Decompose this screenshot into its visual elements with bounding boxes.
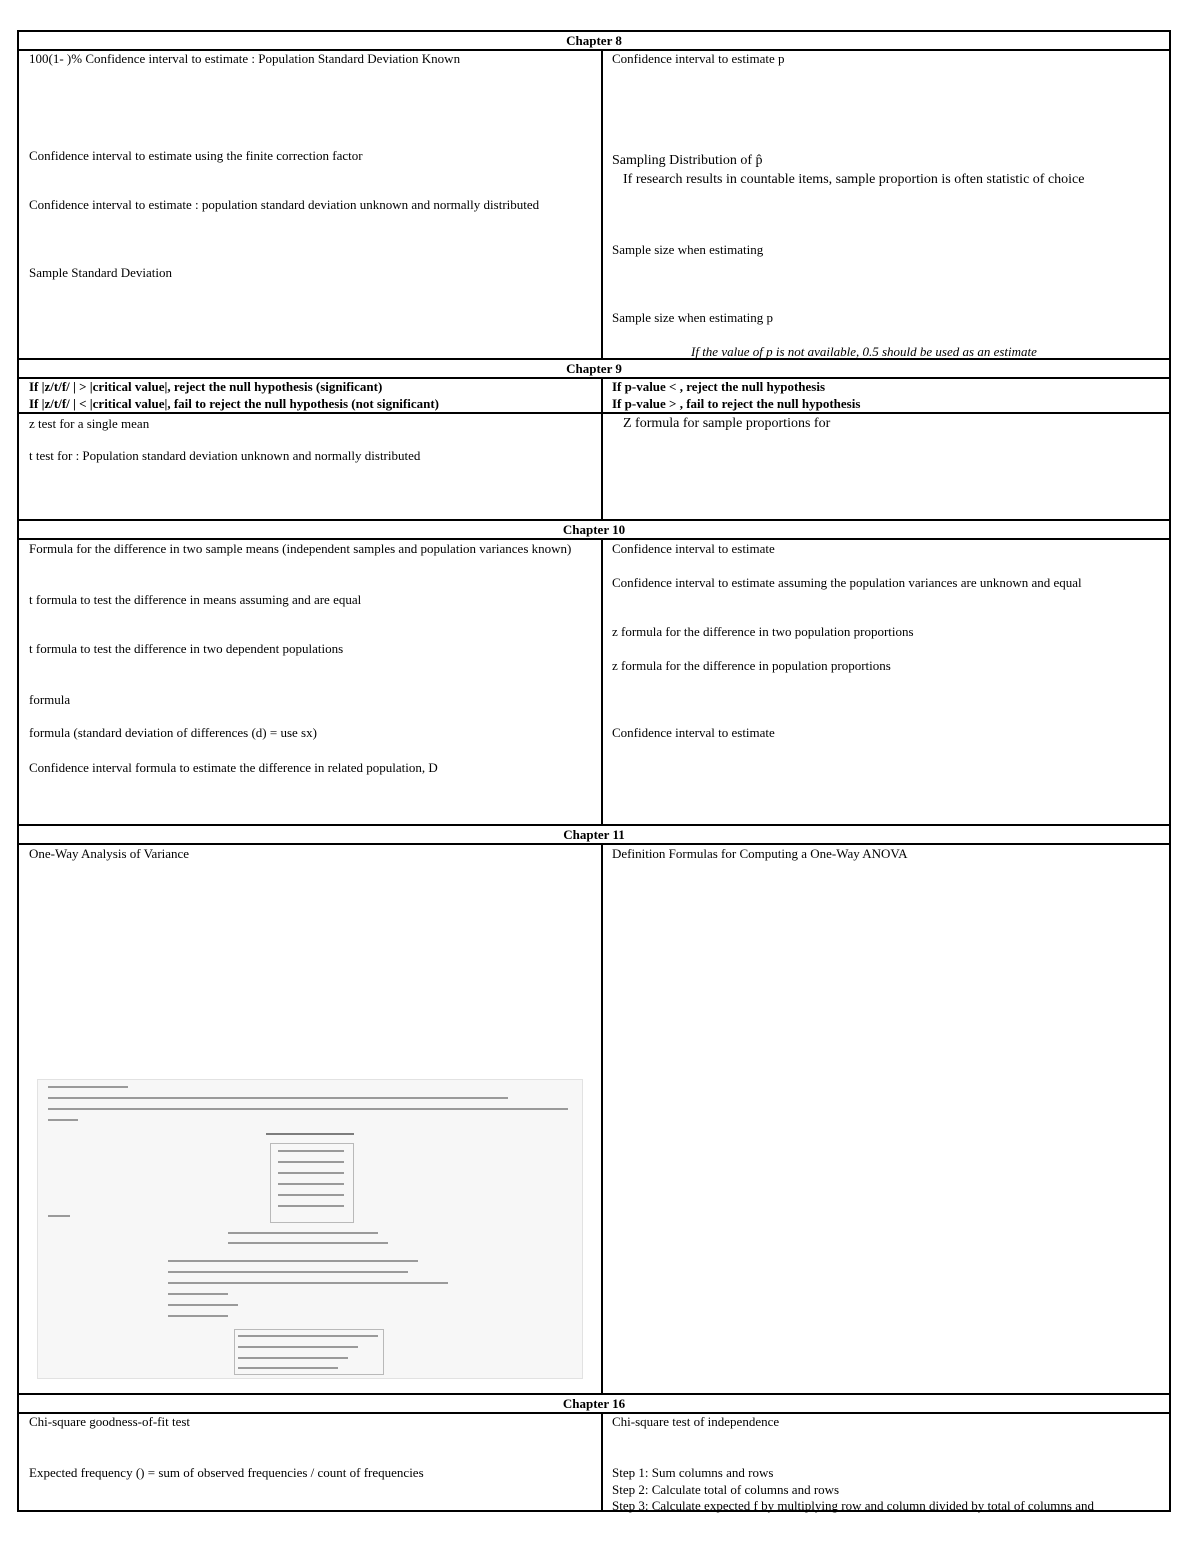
formula-sheet [17, 30, 1171, 1512]
ch8-sample-size-p-label: Sample size when estimating p [612, 310, 774, 325]
column-divider [601, 377, 603, 520]
chapter-9-header: Chapter 9 [19, 360, 1169, 379]
ch16-independence-label: Chi-square test of independence [612, 1414, 780, 1429]
ch9-reject-rule: If |z/t/f/ | > |critical value|, reject the null hypothesis (significant) [29, 379, 383, 394]
ch9-z-proportion-label: Z formula for sample proportions for [623, 416, 831, 431]
ch11-definition-formulas-label: Definition Formulas for Computing a One-Way ANOVA [612, 846, 908, 861]
ch8-p-estimate-note: If the value of p is not available, 0.5 should be used as an estimate [691, 344, 1037, 359]
ch10-sd-differences-label: formula (standard deviation of differences (d) = use sx) [29, 725, 317, 740]
ch10-interval-label-2: Confidence interval to estimate [612, 725, 775, 740]
ch8-sample-size-mean-label: Sample size when estimating [612, 242, 764, 257]
ch16-step-1: Step 1: Sum columns and rows [612, 1465, 774, 1480]
ch8-proportion-interval-label: Confidence interval to estimate p [612, 51, 785, 66]
ch10-two-means-label: Formula for the difference in two sample means (independent samples and population variances known) [29, 541, 572, 556]
ch9-fail-rule: If |z/t/f/ | < |critical value|, fail to reject the null hypothesis (not significant) [29, 396, 440, 411]
chapter-16-header: Chapter 16 [19, 1395, 1169, 1414]
ch10-t-equal-variances-label: t formula to test the difference in means assuming and are equal [29, 592, 362, 607]
ch10-related-interval-label: Confidence interval formula to estimate the difference in related population, D [29, 760, 438, 775]
ch9-pvalue-reject-rule: If p-value < , reject the null hypothesis [612, 379, 826, 394]
column-divider [601, 843, 603, 1394]
ch16-expected-frequency-label: Expected frequency () = sum of observed frequencies / count of frequencies [29, 1465, 424, 1480]
ch10-formula-label: formula [29, 692, 71, 707]
ch16-goodness-of-fit-label: Chi-square goodness-of-fit test [29, 1414, 191, 1429]
ch8-finite-correction-label: Confidence interval to estimate using the finite correction factor [29, 148, 363, 163]
ch8-sampling-distribution-label: Sampling Distribution of p̂ [612, 153, 763, 168]
ch11-anova-label: One-Way Analysis of Variance [29, 846, 190, 861]
ch9-pvalue-fail-rule: If p-value > , fail to reject the null hypothesis [612, 396, 861, 411]
ch9-z-test-label: z test for a single mean [29, 416, 150, 431]
ch10-interval-label: Confidence interval to estimate [612, 541, 775, 556]
ch8-t-interval-label: Confidence interval to estimate : population standard deviation unknown and normally distributed [29, 197, 540, 212]
ch10-z-two-proportions-label: z formula for the difference in two population proportions [612, 624, 914, 639]
chapter-8-header: Chapter 8 [19, 32, 1169, 51]
ch10-z-population-proportions-label: z formula for the difference in population proportions [612, 658, 891, 673]
ch8-sample-sd-label: Sample Standard Deviation [29, 265, 172, 280]
ch10-interval-equal-var-label: Confidence interval to estimate assuming the population variances are unknown and equal [612, 575, 1082, 590]
ch16-step-3: Step 3: Calculate expected f by multiplying row and column divided by total of columns and [612, 1498, 1094, 1513]
column-divider [601, 1412, 603, 1512]
chapter-11-header: Chapter 11 [19, 826, 1169, 845]
anova-example-image [37, 1079, 583, 1379]
column-divider [601, 49, 603, 360]
column-divider [601, 538, 603, 825]
ch10-t-dependent-label: t formula to test the difference in two dependent populations [29, 641, 344, 656]
ch9-t-test-label: t test for : Population standard deviation unknown and normally distributed [29, 448, 421, 463]
ch8-sample-proportion-note: If research results in countable items, sample proportion is often statistic of choice [623, 172, 1085, 187]
chapter-10-header: Chapter 10 [19, 521, 1169, 540]
ch16-step-2: Step 2: Calculate total of columns and rows [612, 1482, 840, 1497]
ch8-z-interval-label: 100(1- )% Confidence interval to estimate : Population Standard Deviation Known [29, 51, 461, 66]
